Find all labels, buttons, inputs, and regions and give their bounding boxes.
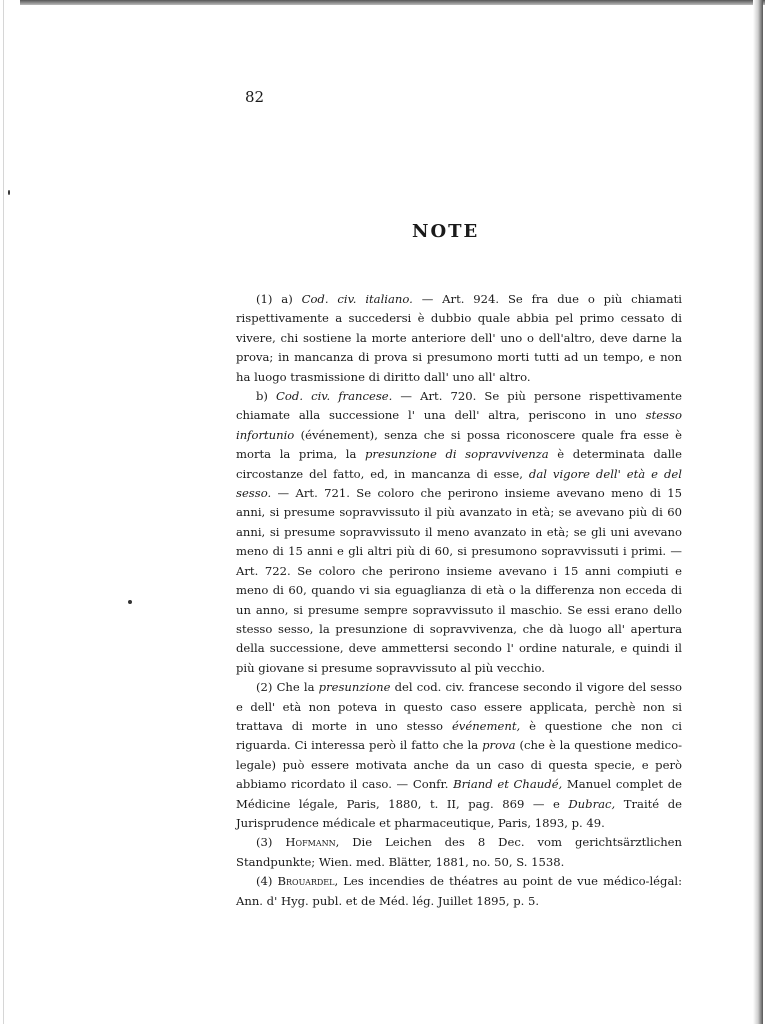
italic-text: prova xyxy=(482,738,516,753)
page-edge-left xyxy=(3,0,4,1024)
ink-speck xyxy=(8,190,10,195)
italic-text: dal vigore dell' età e del sesso. xyxy=(236,466,682,501)
note-text: — Art. 924. Se fra due o più chiamati rispettivamente a succedersi è dubbio quale abbia pel primo cessato di vivere, chi sostiene la morte anteriore dell' uno o dell'altro, deve darne la prova; in mancanza di prova si presumono morti tutti ad un tempo, e non ha luogo trasmissione di diritto dall' uno all' altro. xyxy=(236,292,682,384)
note-text: Traité de Jurisprudence médicale et pharmaceutique, Paris, 1893, p. 49. xyxy=(236,796,682,830)
note-text: — Art. 720. Se più persone rispettivamente chiamate alla successione l' una dell' altra, periscono in uno xyxy=(236,389,682,423)
note-text: , Die Leichen des 8 Dec. vom gerichtsärztlichen Standpunkte; Wien. med. Blätter, 1881, no. 50, S. 1538. xyxy=(236,835,683,869)
note-text: , Les incendies de théatres au point de vue médico-légal: Ann. d' Hyg. publ. et de Méd. lég. Juillet 1895, p. 5. xyxy=(236,874,682,908)
page-number: 82 xyxy=(245,88,265,106)
note-1b xyxy=(236,387,682,678)
note-label: b) xyxy=(256,389,277,404)
author-name: Hofmann xyxy=(285,835,336,850)
page-edge-top xyxy=(20,0,765,5)
italic-text: presunzione xyxy=(318,680,391,695)
italic-text: Briand et Chaudé, xyxy=(453,777,563,792)
italic-text: Dubrac, xyxy=(568,796,616,811)
italic-text: Cod. civ. italiano. xyxy=(301,292,413,306)
note-text: Che la xyxy=(276,680,319,695)
notes-section xyxy=(236,290,682,911)
page-edge-right xyxy=(753,0,763,1024)
note-text: — Art. 721. Se coloro che perirono insieme avevano meno di 15 anni, si presume sopravvissuto il più avanzato in età; se avevano più di 60 anni, si presume sopravvissuto il meno avanzato in età; se gli uni avevano meno di 15 anni e gli altri più di 60, si presumono sopravvissuti i primi. — Art. 722. Se coloro che perirono insieme avevano i 15 anni compiuti e meno di 60, quando vi sia eguaglianza di età o la differenza non ecceda di un anno, si presume sempre sopravvissuto il maschio. Se essi erano dello stesso sesso, la presunzione di sopravvivenza, che dà luogo all' apertura della successione, deve ammettersi secondo l' ordine naturale, e quindi il più giovane si presume sopravvissuto al più vecchio. xyxy=(236,486,682,675)
note-1a xyxy=(236,290,682,387)
note-text: del cod. civ. francese secondo il vigore del sesso e dell' età non poteva in questo caso essere applicata, perchè non si trattava di morte in uno stesso xyxy=(236,680,682,733)
author-name: Brouardel xyxy=(277,874,335,889)
note-label: (4) xyxy=(256,874,278,889)
note-text: (événement), senza che si possa riconoscere quale fra esse è morta la prima, la xyxy=(236,427,682,462)
note-4 xyxy=(236,872,682,911)
page-heading: NOTE xyxy=(412,221,480,242)
ink-speck xyxy=(128,600,132,604)
note-text: Manuel complet de Médicine légale, Paris, 1880, t. II, pag. 869 — e xyxy=(236,777,682,811)
italic-text: stesso infortunio xyxy=(236,408,682,442)
note-text: è questione che non ci riguarda. Ci interessa però il fatto che la xyxy=(236,718,682,753)
italic-text: événement, xyxy=(451,718,521,733)
note-label: (3) xyxy=(256,835,286,850)
note-label: (1) a) xyxy=(256,292,302,306)
note-label: (2) xyxy=(256,680,277,695)
italic-text: presunzione di sopravvivenza xyxy=(365,447,549,462)
note-2 xyxy=(236,678,682,833)
note-3 xyxy=(236,833,682,872)
italic-text: Cod. civ. francese. xyxy=(276,389,393,404)
note-text: è determinata dalle circostanze del fatto, ed, in mancanza di esse, xyxy=(236,447,682,481)
note-text: (che è la questione medico-legale) può essere motivata anche da un caso di questa specie, e però abbiamo ricordato il caso. — Confr. xyxy=(236,738,682,792)
